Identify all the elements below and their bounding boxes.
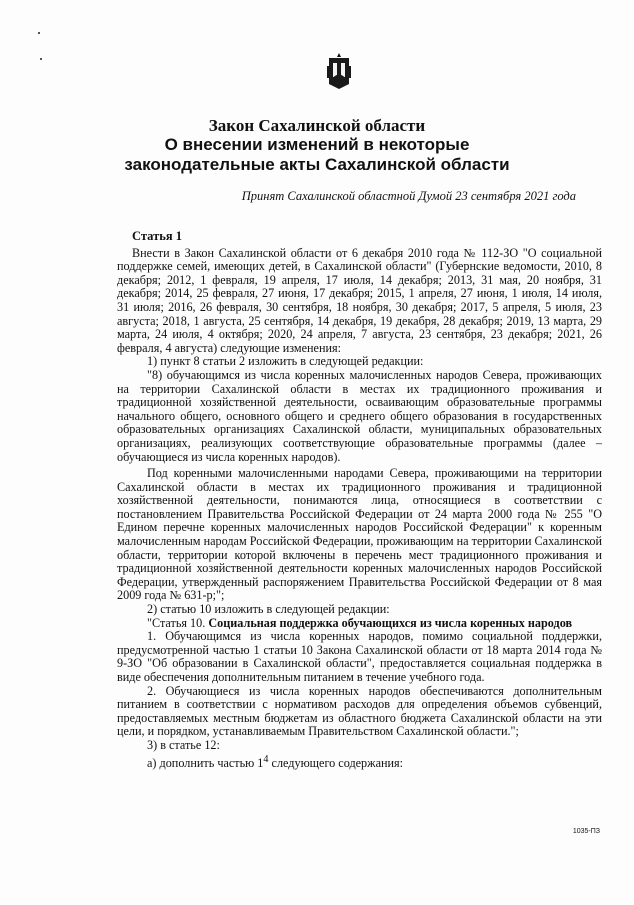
item-a-prefix: а) дополнить частью 1 [147,755,264,770]
article-paragraph: 3) в статье 12: [147,737,220,752]
scan-speck [38,32,40,34]
article-heading: Статья 1 [132,229,182,243]
item-a-superscript: 4 [263,753,269,765]
law-subtitle-line-2: законодательные акты Сахалинской области [124,155,510,174]
article-paragraph: Под коренными малочисленными народами Севера, проживающими на территории Сахалинской области в местах их традиционного проживания и традиционной хозяйственной деятельности, понимаются лица, относящиеся в соответствии с постановлением Правительства Российской Федерации от 24 марта 2000 года № 255 "О Едином перечне коренных малочисленных народов Российской Федерации" к коренным малочисленным народам Российской Федерации, проживающим на территории Сахалинской области, территории которой включены в перечень мест традиционного проживания и традиционной хозяйственной деятельности коренных малочисленных народов Российской Федерации, утвержденный распоряжением Правительства Российской Федерации от 8 мая 2009 года № 631-р;"; [117,466,602,603]
article10-title: Социальная поддержка обучающихся из числа коренных народов [208,615,573,630]
article-paragraph: 2. Обучающиеся из числа коренных народов обеспечиваются дополнительным питанием в соответствии с нормативом расходов для определения объемов субвенций, предоставляемых местным бюджетам из областного бюджета Сахалинской области на эти цели, и порядком, устанавливаемым Правительством Сахалинской области."; [117,683,602,739]
document-code: 1035-ПЗ [572,828,600,835]
article-paragraph: 1. Обучающимся из числа коренных народов, помимо социальной поддержки, предусмотренной частью 1 статьи 10 Закона Сахалинской области от 18 марта 2014 года № 9-ЗО "Об образовании в Сахалинской области", предоставляется социальная поддержка в виде обеспечения дополнительным питанием в течение учебного года. [117,629,602,684]
item-a-suffix: следующего содержания: [268,755,404,770]
article-paragraph: 1) пункт 8 статьи 2 изложить в следующей редакции: [147,354,424,369]
article-item-a [117,753,602,771]
article-paragraph: "8) обучающимся из числа коренных малочисленных народов Севера, проживающих на территории Сахалинской области в местах их традиционного проживания и традиционной хозяйственной деятельности, осваивающим образовательные программы начального общего, основного общего и среднего общего образования в государственных образовательных организациях Сахалинской области, муниципальных образовательных организациях, реализующих соответствующие образовательные программы (далее – обучающиеся из числа коренных народов). [117,367,602,464]
article-body [117,230,602,770]
article10-heading [117,617,602,631]
adoption-note: Принят Сахалинской областной Думой 23 сентября 2021 года [241,189,576,203]
scan-speck [40,58,42,60]
law-subtitle-line-1: О внесении изменений в некоторые [164,135,470,154]
article-paragraph: Внести в Закон Сахалинской области от 6 декабря 2010 года № 112-ЗО "О социальной поддержке семей, имеющих детей, в Сахалинской области" (Губернские ведомости, 2010, 8 декабря; 2012, 1 февраля, 19 апреля, 17 июля, 14 декабря; 2013, 31 мая, 20 ноября, 31 декабря; 2014, 25 февраля, 27 июня, 17 декабря; 2015, 1 апреля, 27 июня, 1 июля, 14 июля, 31 июля; 2016, 26 февраля, 30 сентября, 18 ноября, 30 декабря; 2017, 5 апреля, 5 июля, 23 августа; 2018, 1 августа, 25 сентября, 14 декабря, 19 декабря, 28 декабря; 2019, 13 марта, 29 марта, 24 июля, 4 октября; 2020, 24 апреля, 7 августа, 23 сентября, 23 декабря; 2021, 26 февраля, 4 августа) следующие изменения: [117,245,602,355]
law-title: Закон Сахалинской области [208,116,426,135]
sakhalin-coat-of-arms-icon [326,52,352,90]
article10-prefix: "Статья 10. [147,615,209,630]
article-paragraph: 2) статью 10 изложить в следующей редакции: [147,602,390,617]
